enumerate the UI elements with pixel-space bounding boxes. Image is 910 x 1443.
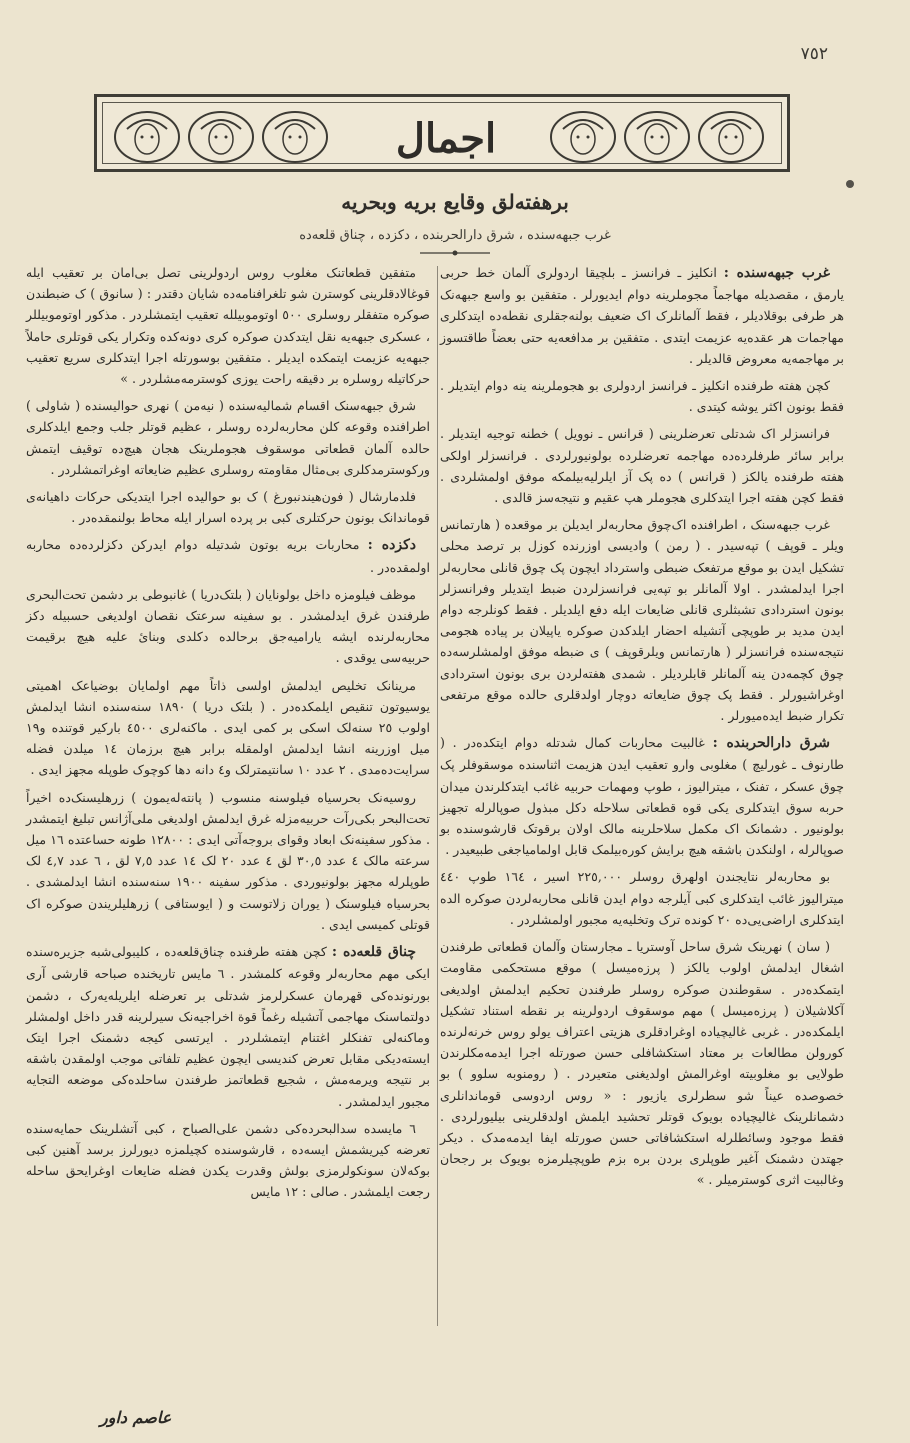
paragraph-text: مرینانک تخلیص ایدلمش اولسی ذاتاً مهم اولمایان بوضیاعک اهمیتی یوسیوتون تنقیص ایلمکده‌در . ( بلتک دریا ) ١٨٩٠ سنه‌سنده انشا ایدلمش اولوب ٢٥ سنه‌لک اسکی بر کمی ایدی . ماکنه‌لری ٤٥٠٠ بارکیر قوتنده و١٩ میل اوزرینه انشا ایدلمش اولمقله برابر هیچ برزمان ١٤ میلدن فضله سرایت‌ده‌مدی . ٢ عدد ١٠ سانتیمترلک و٤ دانه دها کوچوک طوپله مجهز ایدی . xyxy=(26,677,430,778)
paragraph xyxy=(440,732,844,860)
paragraph-text: شرق جبهه‌سنک اقسام شمالیه‌سنده ( نیه‌من ) نهری حوالیسنده ( شاولی ) اطرافنده وقوعه کلن محاربه‌لرده روسلر ، عظیم قوتلر جلب وجمع ایلدکلری حالده آلمان قطعاتی موسقوف هجوملرینک هجان هیچ‌ده توقیف ایتمش ورکوسترمدکلری بی‌مثال مقاومته روسلری عظیم ضایعاته اوغراتمشلردر . xyxy=(26,398,430,477)
paragraph-text: کچن هفته طرفنده چناق‌قلعه‌ده ، کلیبولی‌شبه جزیره‌سنده ایکی مهم محاربه‌لر وقوعه کلمشدر . ٦ مایس تاریخنده صباحه قارشی آری بورنونده‌کی قهرمان عسکرلرمز شدتلی بر تعرضله ایلریله‌یه‌رک ، دشمن دولتماسنک مهاجمی آتشیله رغماً قوة اخراجیه‌نک سیرلرینه قدر داخل اولمشلر وماکنه‌لی تفنکلر اغتنام ایتمشلردر . ایرتسی کیجه دشمنک اجرا ایتک ایسته‌دیکی مقابل تعرض کندیسی ایچون عظیم تلفاتی موجب اولمقدن باشقه بر نتیجه ویرمه‌مش ، شجیع قطعاتمز طرفندن ساحلده‌کی موضعه التجایه مجبور ایدلمشدر . xyxy=(26,944,430,1109)
paragraph-lead: غرب جبهه‌سنده : xyxy=(723,265,830,281)
paragraph-text: غرب جبهه‌سنک ، اطرافنده اک‌چوق محاربه‌لر ایدیلن بر موقعده ( هارتمانس ویلر ـ قوپف ) تپه‌سیدر . ( رمن ) وادیسی اوزرنده کوزل بر ترصد محلی تشکیل ایدن بو موقع مرتفعک ضبطی واسترداد ایچون پک چوق قانلی محاربه‌لر اجرا ایدلمشدر . اولا آلمانلر بو تپه‌یی فرانسزلردن ضبط ایتدیلر وفرانسزلر بونون استردادی تشبثلری قانلی ضایعات ایله دفع ایلدیلر . فقط کونلرجه دوام ایدن مدید بر طوپچی آتشیله احضار ایلدکدن صوکره یاپیلان بر پیاده هجومی نتیجه‌سنده فرانسزلر ( هارتمانس ویلرقوپف ) ی ضبطه موفق اولمشلرسه‌ده چوق کچمه‌دن ینه آلمانلر قابلردیلر . شمدی هفته‌لردن بری بونون استردادی اوغراشیورلر . فقط پک چوق ضایعاته دوچار اولدقلری حالده موقع مرتفعی تکرار ضبط ایده‌میورلر . xyxy=(440,517,844,724)
paragraph xyxy=(440,262,844,369)
left-column xyxy=(26,262,430,1392)
dateline: صالی : ١٢ مایس xyxy=(250,1184,340,1200)
paragraph-text: محاربات بریه بوتون شدتیله دوام ایدرکن دکزلرده‌ده محاربه اولمقده‌در . xyxy=(26,537,430,575)
paragraph-text: انکلیز ـ فرانسز ـ بلچیقا اردولری آلمان خط حربی یارمق ، مقصدیله مهاجماً مجوملرینه دوام ایدیورلر . متفقین بو واسع جبهه‌نک هر طرفی بوقلادیلر ، فقط آلمانلرک اک ضعیف بولنه‌جقلری نقطه‌ده ایتدکلری مهاجمات هر عقده‌یه عزیمت ایتدی . متفقین بر مدافعه‌یه حتی بعضاً طاقتسوز بر مهاجمه‌یه معروض قالدیلر . xyxy=(440,265,844,366)
paragraph-text: کچن هفته طرفنده انکلیز ـ فرانسز اردولری بو هجوملرینه ینه دوام ایتدیلر . فقط بونون اکثر یوشه کیتدی . xyxy=(440,378,844,415)
article-headline: برهفته‌لق وقایع بریه وبحریه xyxy=(341,190,569,214)
paragraph xyxy=(440,375,844,417)
right-column xyxy=(440,262,844,1322)
paragraph-text: موظف فیلومزه داخل بولونایان ( بلتک‌دریا ) غانبوطی بر دشمن تحت‌البحری طرفندن غرق ایدلمشدر . بو سفینه سرعتک نقصان اولدیغی حسبیله دکز محاربه‌لرنده ایشه یارامیه‌جق برحالده دکلدی وبنائ علیه هیچ برقیمت حربیه‌سی یوقدی . xyxy=(26,586,430,666)
banner-inner-frame xyxy=(102,102,782,164)
column-divider xyxy=(437,266,438,1326)
paragraph xyxy=(26,584,430,669)
section-banner xyxy=(94,94,790,172)
face-medallion-icon xyxy=(623,109,691,165)
paragraph xyxy=(26,534,430,577)
paragraph-text: غالبیت محاربات کمال شدتله دوام ایتکده‌در . ( طارنوف ـ غورلیچ ) مغلوبی وارو تعقیب ایدن هزیمت اثناسنده موسقوفلر پک چوق عسکر ، تفنک ، میترالیوز ، طوپ ومهمات حربیه غائب ایتدکلرندن میدان حربه سوق ایتدکلری یکی قوه قطعاتی سلاحله دکل مبذول صوپالرله تجهیز بولونیور . دشمانک اک مکمل سلاحلرینه مالک اولان برقوتک قارشوسنده بو صوپالرله ، اولنکدن باشقه هیچ برایش کوره‌بیلمک قابل اولمامیاجغی طبیعیدر . xyxy=(440,735,844,858)
paragraph-text: ( سان ) نهرینک شرق ساحل آوستریا ـ مجارستان وآلمان قطعاتی طرفندن اشغال ایدلمش اولوب یالکز ( پرزه‌میسل ) موقع مستحکمی مقاومت ایتمکده‌در . سقوطندن صوکره روسلر طرفندن تحکیم ایدلمش اولدیغی آکلاشیلان ( پرزه‌میسل ) مهم موسقوف اردولرینه بر نقطه استناد تشکیل ایلمکده‌در . غربی غالیچیاده اوغرادقلری هزیتی اعتراف یولو روس خرنه‌لرنده کورولن مطالعات بر معتاد استکشافلی حسن صورتله اجرا ایدمه‌مکلرندن طولایی بو مغلوبیته اوغرالمش اولدیغنی متعیردر . ( رومنوبه سلوو ) بو خصوصده عیناً شو سطرلری یازیور : « روس اردوسی قوماندانلری دشمانلرینک غالیچیاده بویوک قوتلر تحشید ایلمش اولدقلرینی بیلیورلردی . فقط موجود وسائطلرله استکشافاتی حسن صورتله ایفا ایدمه‌مدک . دیکر جهتدن دشمنک آغیر طوپلری بردن بره بزم طوپچیلرمزه بویوک بر رجحان وغالبیت اثری کوسترمیلر . » xyxy=(440,939,844,1188)
paragraph xyxy=(26,941,430,1112)
paragraph-text: متفقین قطعاتنک مغلوب روس اردولرینی تصل بی‌امان بر تعقیب ایله قوغالادقلرینی کوسترن شو تلغرافنامه‌ده شایان دقتدر : ( سانوق ) ک ضبطندن صوکره متفقلر روسلری ٥٠٠ اوتوموبیلله تعقیب ایتمشلردر . مذکور اوتوموبیللر ، عسکری جبهه‌یه نقل ایتدکدن صوکره کری دونه‌کده وتکرار یکی قوتلری حاملاً جبهه‌یه عزیمت ایتمکده ایدیلر . متفقین بوسورتله اجرا ایتدکلری سریع تعقیب حرکاتیله روسلره بر دقیقه راحت یوزی کوسترمه‌مشلردر . » xyxy=(26,265,430,387)
face-medallion-icon xyxy=(113,109,181,165)
section-title: اجمال xyxy=(395,114,497,162)
paragraph xyxy=(440,514,844,726)
paragraph-text: فرانسزلر اک شدتلی تعرضلرینی ( قرانس ـ نوویل ) خطنه توجیه ایتدیلر . برابر سائر طرفلرده‌ده مهاجمه تعرضلرده بولونیورلردی . فرانسزلر اولکی هفته طرفنده یالکز ( قرانس ) ده پک آز ایلرلیه‌بیلمکه موفق اولمشلردی . فقط کچن هفته اجرا ایتدکلری هجوملر هپ عقیم و نتیجه‌سز قالدی . xyxy=(440,426,844,506)
paragraph-text: روسیه‌نک بحرسیاه فیلوسنه منسوب ( پانته‌له‌یمون ) زرهلیسنک‌ده اخیراً تحت‌البحر بکی‌رآت حربیه‌مزله غرق ایدلمش اولدیغی ملی‌آژانس تبلیغ ایتمشدر . مذکور سفینه‌نک ابعاد وقوای بروجه‌آتی ایدی : ١٢٨٠٠ طونه حساعتده ١٦ میل سرعته مالک ٤ عدد ٣٠,٥ لق ٤ عدد ٢٠ لک ١٤ عدد ٧,٥ لق ، ٦ عدد ٤,٧ لک طوپلرله مجهز بولونیوردی . مذکور سفینه ١٩٠٠ سنه‌سنده انشا ایدلمشدی . بحرسیاه فیلوسنک ( یوران زلاتوست و ( ایوستافی ) زرهلیلریندن صوکره اک قوتلی کمیسی ایدی . xyxy=(26,789,430,932)
face-medallion-icon xyxy=(697,109,765,165)
face-medallion-icon xyxy=(187,109,255,165)
ink-spot xyxy=(846,180,854,188)
face-medallion-icon xyxy=(549,109,617,165)
paragraph-lead: دکزده : xyxy=(367,537,416,554)
paragraph xyxy=(440,936,844,1190)
paragraph xyxy=(26,1118,430,1203)
paragraph xyxy=(440,866,844,930)
paragraph xyxy=(440,423,844,508)
paragraph-text: بو محاربه‌لر نتایجندن اولهرق روسلر ٢٢٥,٠٠٠ اسیر ، ١٦٤ طوپ ٤٤٠ میترالیوز غائب ایتدکلری کبی آیلرجه دوام ایدن قانلی محاربه‌لردن صوکره الده ایتدکلری اراضی‌یی‌ده ٢٠ کونده ترک وتخلیه‌یه مجبور اولمشلردر . xyxy=(440,869,844,927)
paragraph-lead: چناق قلعه‌ده : xyxy=(331,944,416,961)
face-medallion-icon xyxy=(261,109,329,165)
paragraph xyxy=(26,787,430,935)
paragraph-lead: شرق دارالحربنده : xyxy=(712,735,831,752)
paragraph-text: فلدمارشال ( فون‌هیندنبورغ ) ک بو حوالیده اجرا ایتدیکی حرکات داهیانه‌ی قوماندانک بونون حرکتلری کبی بر پرده اسرار ایله محاط بولنمقده‌در . xyxy=(26,489,430,526)
paragraph xyxy=(26,262,430,389)
paragraph-text: ٦ مایسده سدالبحرده‌کی دشمن علی‌الصباح ، کبی آتشلرینک حمایه‌سنده تعرضه کیریشمش ایسه‌ده ، قارشوسنده کچیلمزه دیورلرز برسد آهنین کبی بوکه‌لان سونکولرمزی بولش وقدرت یکدن فضله ضایعات اوغرایحق ساحله رجعت ایلمشدر . xyxy=(26,1120,430,1200)
author-signature: عاصم داور xyxy=(100,1408,172,1427)
divider-ornament-icon xyxy=(420,250,490,256)
article-subhead: غرب جبهه‌سنده ، شرق دارالحربنده ، دکزده ، چناق قلعه‌ده xyxy=(299,228,611,243)
paragraph xyxy=(26,486,430,528)
page-number: ٧٥٢ xyxy=(800,44,828,64)
paragraph xyxy=(26,675,430,781)
paragraph xyxy=(26,395,430,480)
